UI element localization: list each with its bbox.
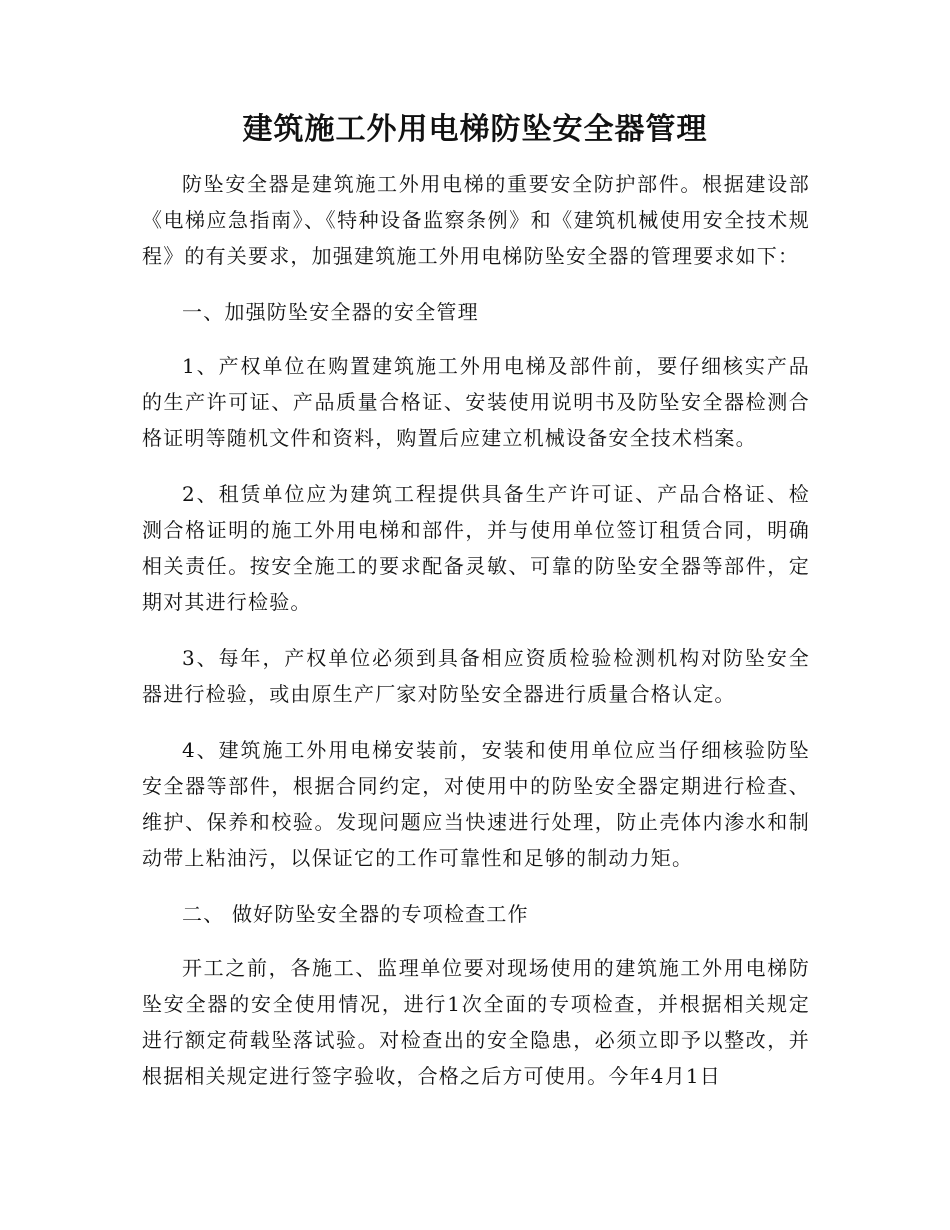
paragraph-item-3: 3、每年，产权单位必须到具备相应资质检验检测机构对防坠安全器进行检验，或由原生产厂家对防坠安全器进行质量合格认定。 [142,646,810,706]
paragraph-item-1: 1、产权单位在购置建筑施工外用电梯及部件前，要仔细核实产品的生产许可证、产品质量合格证、安装使用说明书及防坠安全器检测合格证明等随机文件和资料，购置后应建立机械设备安全技术档案。 [142,354,810,450]
section-heading-2: 二、 做好防坠安全器的专项检查工作 [182,902,529,926]
paragraph-item-4: 4、建筑施工外用电梯安装前，安装和使用单位应当仔细核验防坠安全器等部件，根据合同约定，对使用中的防坠安全器定期进行检查、维护、保养和校验。发现问题应当快速进行处理，防止壳体内渗水和制动带上粘油污，以保证它的工作可靠性和足够的制动力矩。 [142,738,810,870]
paragraph-item-2: 2、租赁单位应为建筑工程提供具备生产许可证、产品合格证、检测合格证明的施工外用电梯和部件，并与使用单位签订租赁合同，明确相关责任。按安全施工的要求配备灵敏、可靠的防坠安全器等部件，定期对其进行检验。 [142,482,810,614]
section-heading-1: 一、加强防坠安全器的安全管理 [182,300,479,324]
intro-paragraph: 防坠安全器是建筑施工外用电梯的重要安全防护部件。根据建设部《电梯应急指南》、《特种设备监察条例》和《建筑机械使用安全技术规程》的有关要求，加强建筑施工外用电梯防坠安全器的管理要求如下： [142,172,810,268]
document-title: 建筑施工外用电梯防坠安全器管理 [242,112,708,147]
paragraph-inspection: 开工之前，各施工、监理单位要对现场使用的建筑施工外用电梯防坠安全器的安全使用情况，进行1次全面的专项检查，并根据相关规定进行额定荷载坠落试验。对检查出的安全隐患，必须立即予以整改，并根据相关规定进行签字验收，合格之后方可使用。今年4月1日 [142,956,810,1088]
document-body [142,166,810,1114]
